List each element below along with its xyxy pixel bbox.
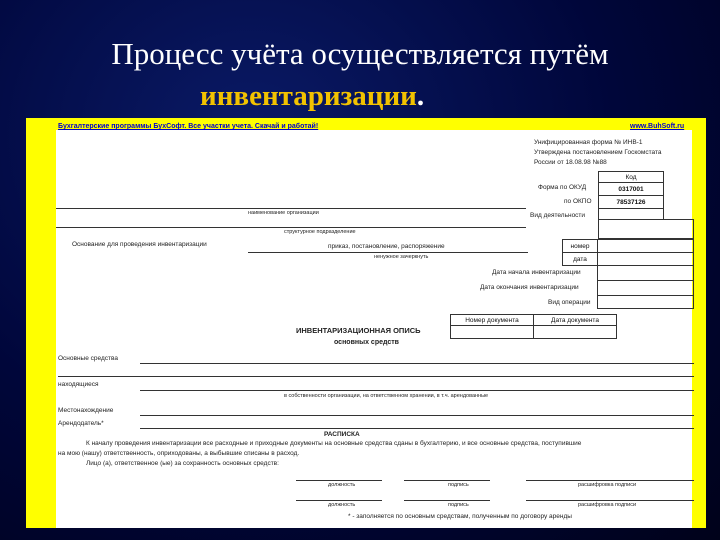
receipt-title: РАСПИСКА: [324, 431, 360, 438]
unified-form-text: Унифицированная форма № ИНВ-1: [534, 139, 643, 146]
basis-label: Основание для проведения инвентаризации: [72, 241, 207, 248]
okud-code: 0317001: [598, 182, 664, 196]
located-label: находящиеся: [58, 381, 99, 388]
okpo-label: по ОКПО: [564, 198, 592, 205]
sign2-decoding-line: [526, 500, 694, 501]
start-date-cell: [597, 265, 694, 281]
inventory-form-image: [26, 118, 706, 528]
code-header: Код: [598, 171, 664, 183]
sign2-position-line: [296, 500, 382, 501]
start-date-label: Дата начала инвентаризации: [492, 269, 581, 276]
doc-date-cell: [533, 325, 617, 339]
form-header-right-link[interactable]: www.BuhSoft.ru: [630, 123, 685, 130]
sign1-signature-caption: подпись: [448, 482, 469, 488]
strike-caption: ненужное зачеркнуть: [374, 254, 429, 260]
sign1-decoding-caption: расшифровка подписи: [578, 482, 637, 488]
doc-number-cell: [450, 325, 534, 339]
sign1-position-line: [296, 480, 382, 481]
activity-label: Вид деятельности: [530, 212, 586, 219]
org-name-caption: наименование организации: [248, 210, 319, 216]
sign2-signature-caption: подпись: [448, 502, 469, 508]
ownership-caption: в собственности организации, на ответственном хранении, в т.ч. арендованные: [284, 393, 489, 399]
end-date-label: Дата окончания инвентаризации: [480, 284, 579, 291]
slide-title-line2: [200, 80, 424, 113]
okud-label: Форма по ОКУД: [538, 184, 587, 191]
form-header-left-link[interactable]: Бухгалтерские программы БухСофт. Все участки учета. Скачай и работай!: [58, 123, 319, 130]
form-paper: [56, 130, 692, 528]
located-line: [140, 390, 694, 391]
lessor-label: Арендодатель*: [58, 420, 104, 427]
number-label: номер: [562, 239, 598, 253]
date-label: дата: [562, 252, 598, 266]
inv-subtitle: основных средств: [334, 339, 399, 346]
footnote: * - заполняется по основным средствам, полученным по договору аренды: [348, 513, 572, 520]
okpo-code: 78537126: [598, 195, 664, 209]
fixed-assets-line: [140, 363, 694, 364]
lessor-line: [140, 428, 694, 429]
sign1-position-caption: должность: [328, 482, 356, 488]
location-line: [140, 415, 694, 416]
order-options: приказ, постановление, распоряжение: [328, 243, 445, 250]
basis-line: [248, 252, 528, 253]
operation-cell: [597, 295, 694, 309]
number-cell: [597, 239, 694, 253]
location-label: Местонахождение: [58, 407, 114, 414]
fixed-assets-label: Основные средства: [58, 355, 118, 362]
struct-line: [56, 227, 526, 228]
sign2-decoding-caption: расшифровка подписи: [578, 502, 637, 508]
inv-title: ИНВЕНТАРИЗАЦИОННАЯ ОПИСЬ: [296, 326, 421, 335]
activity-cell: [598, 219, 694, 239]
approved-text: Утверждена постановлением Госкомстата: [534, 149, 662, 156]
end-date-cell: [597, 280, 694, 296]
struct-caption: структурное подразделение: [284, 229, 356, 235]
russia-date-text: России от 18.08.98 №88: [534, 159, 607, 166]
title-highlight: инвентаризации: [200, 80, 417, 112]
doc-number-header: Номер документа: [450, 314, 534, 326]
receipt-text-2: на мою (нашу) ответственность, оприходованы, а выбывшие списаны в расход.: [58, 450, 300, 457]
title-dot: .: [416, 80, 425, 112]
doc-date-header: Дата документа: [533, 314, 617, 326]
slide-title-line1: Процесс учёта осуществляется путём: [111, 36, 609, 71]
blank-line-1: [58, 376, 694, 377]
date-cell: [597, 252, 694, 266]
responsible-label: Лицо (а), ответственное (ые) за сохранность основных средств:: [86, 460, 279, 467]
sign2-position-caption: должность: [328, 502, 356, 508]
org-name-line: [56, 208, 526, 209]
receipt-text-1: К началу проведения инвентаризации все расходные и приходные документы на основные средства сданы в бухгалтерию, и все основные средства, поступившие: [86, 440, 582, 447]
sign2-signature-line: [404, 500, 490, 501]
operation-label: Вид операции: [548, 299, 591, 306]
sign1-signature-line: [404, 480, 490, 481]
sign1-decoding-line: [526, 480, 694, 481]
